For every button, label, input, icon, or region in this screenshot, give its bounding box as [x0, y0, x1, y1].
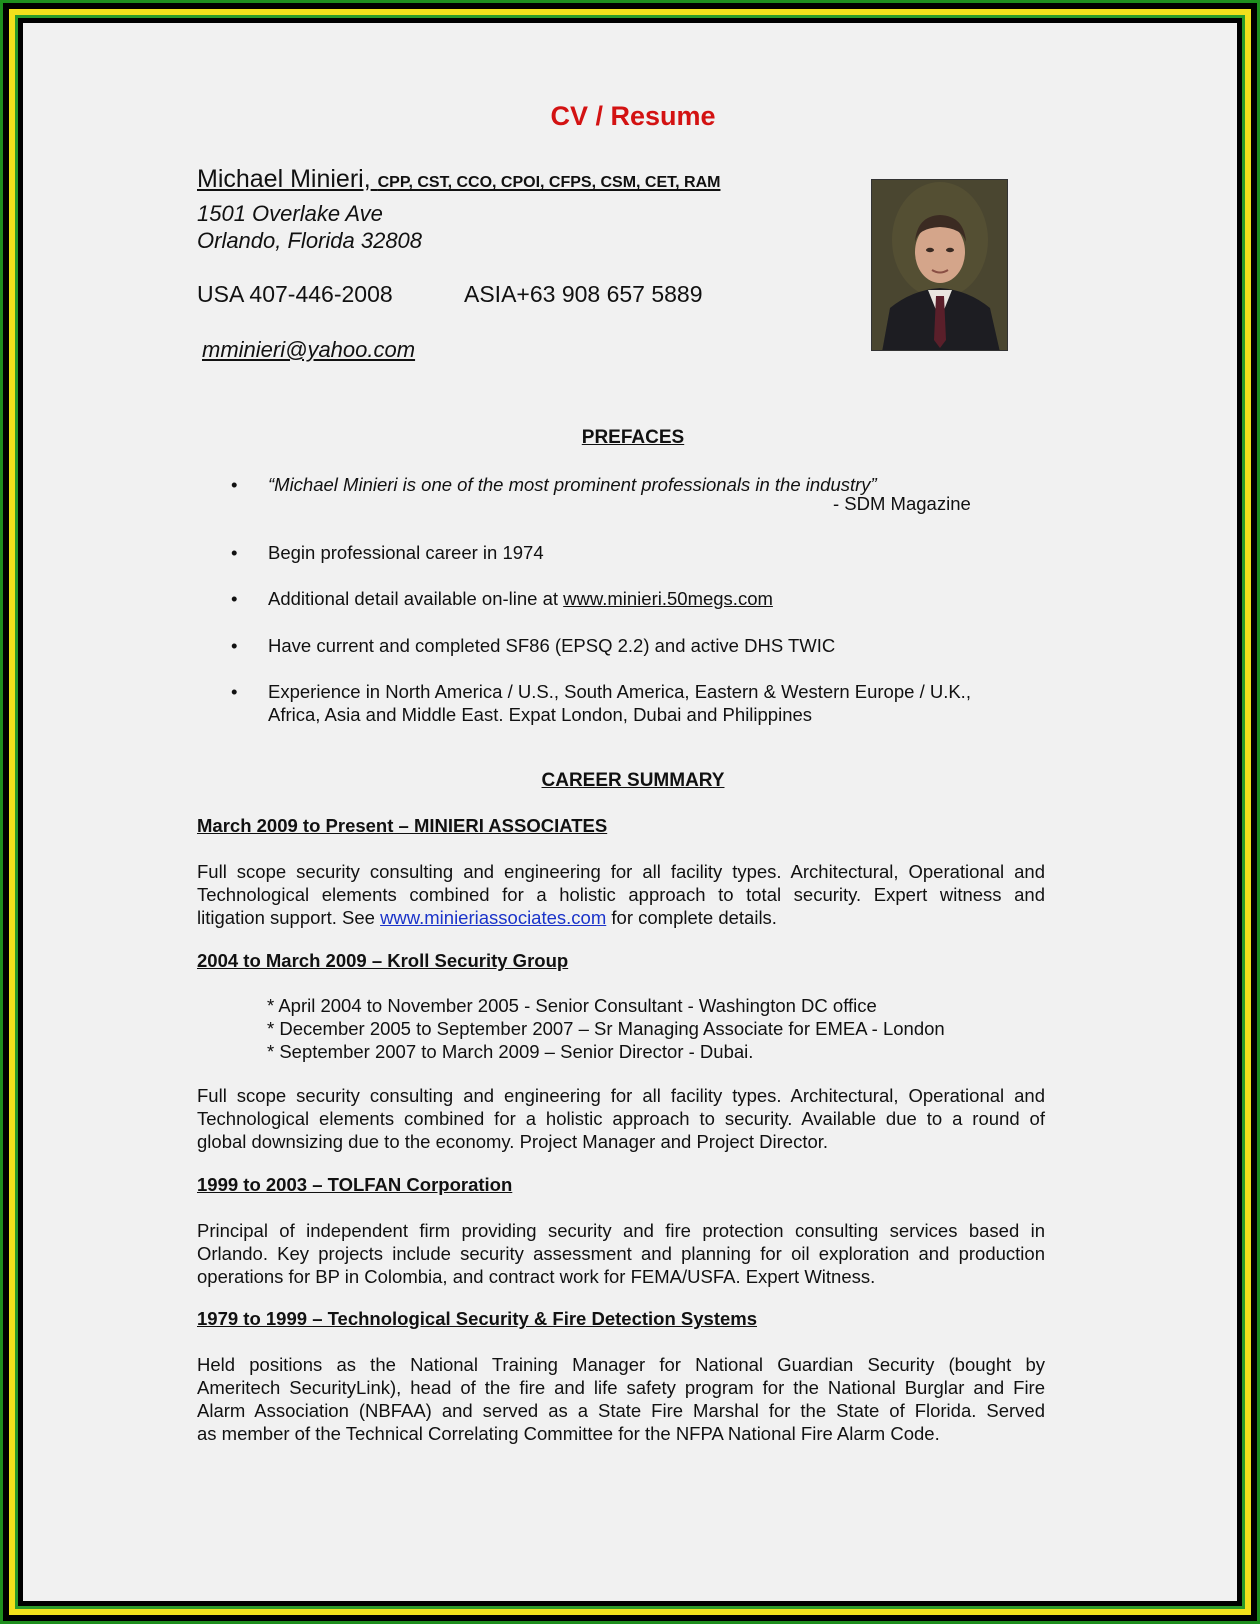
para-text: for complete details.: [606, 907, 777, 928]
phone-usa: USA 407-446-2008: [197, 281, 393, 307]
job-description-tech-security: [197, 1353, 1045, 1445]
para-line: as member of the Technical Correlating Committee for the NFPA National Fire Alarm Code.: [197, 1423, 940, 1444]
role-item: * December 2005 to September 2007 – Sr Managing Associate for EMEA - London: [267, 1018, 945, 1039]
job-title-tolfan: 1999 to 2003 – TOLFAN Corporation: [197, 1174, 513, 1195]
para-line: Principal of independent firm providing security and fire protection consulting services based in: [197, 1220, 1045, 1241]
para-line: Technological elements combined for a holistic approach to security. Available due to a round of: [197, 1108, 1045, 1129]
kroll-roles: [267, 994, 945, 1063]
preface-text: [268, 680, 1038, 726]
experience-line-2: Africa, Asia and Middle East. Expat London, Dubai and Philippines: [268, 704, 813, 725]
job-title-kroll: 2004 to March 2009 – Kroll Security Group: [197, 950, 569, 971]
name-heading: [197, 165, 720, 194]
profile-photo: [871, 179, 1008, 351]
preface-text: Begin professional career in 1974: [268, 542, 544, 563]
para-text: litigation support. See: [197, 907, 381, 928]
preface-text: [268, 587, 1038, 610]
job-description-minieri: [197, 860, 1045, 929]
para-line: Full scope security consulting and engineering for all facility types. Architectural, Operational and: [197, 861, 1045, 882]
para-line: Alarm Association (NBFAA) and served as a State Fire Marshal for the State of Florida. Served: [197, 1400, 1045, 1421]
job-title-tech-security: 1979 to 1999 – Technological Security & Fire Detection Systems: [197, 1308, 758, 1329]
para-line: operations for BP in Colombia, and contract work for FEMA/USFA. Expert Witness.: [197, 1266, 876, 1287]
bullet-icon: •: [231, 588, 238, 609]
document-title: CV / Resume: [550, 101, 716, 131]
preface-quote: “Michael Minieri is one of the most prominent professionals in the industry”: [268, 474, 877, 495]
para-line: Technological elements combined for a holistic approach to total security. Expert witness and: [197, 884, 1045, 905]
experience-line-1: Experience in North America / U.S., South America, Eastern & Western Europe / U.K.,: [268, 681, 971, 702]
job-description-tolfan: [197, 1219, 1045, 1288]
online-prefix: Additional detail available on-line at: [268, 588, 564, 609]
phone-asia: ASIA+63 908 657 5889: [464, 281, 703, 307]
role-item: * April 2004 to November 2005 - Senior Consultant - Washington DC office: [267, 995, 877, 1016]
email-link[interactable]: mminieri@yahoo.com: [202, 337, 416, 362]
preface-text: Have current and completed SF86 (EPSQ 2.2) and active DHS TWIC: [268, 635, 836, 656]
website-link[interactable]: www.minieri.50megs.com: [563, 588, 773, 609]
para-line: global downsizing due to the economy. Project Manager and Project Director.: [197, 1131, 829, 1152]
bullet-icon: •: [231, 542, 238, 563]
prefaces-heading: PREFACES: [581, 427, 685, 448]
address-line-2: Orlando, Florida 32808: [197, 228, 423, 253]
para-line: Full scope security consulting and engineering for all facility types. Architectural, Operational and: [197, 1085, 1045, 1106]
company-website-link[interactable]: www.minieriassociates.com: [380, 907, 607, 928]
resume-page: [23, 23, 1237, 1601]
credentials: CPP, CST, CCO, CPOI, CFPS, CSM, CET, RAM: [377, 174, 721, 191]
para-line: Orlando. Key projects include security assessment and planning for oil exploration and production: [197, 1243, 1045, 1264]
quote-attribution: - SDM Magazine: [833, 493, 971, 514]
address-line-1: 1501 Overlake Ave: [197, 201, 383, 226]
person-name: Michael Minieri,: [197, 165, 371, 193]
career-summary-heading: CAREER SUMMARY: [541, 770, 725, 791]
bullet-icon: •: [231, 635, 238, 656]
para-line: Held positions as the National Training Manager for National Guardian Security (bought by: [197, 1354, 1045, 1375]
job-title-minieri: March 2009 to Present – MINIERI ASSOCIATES: [197, 815, 608, 836]
bullet-icon: •: [231, 681, 238, 702]
para-line: Ameritech SecurityLink), head of the fire and life safety program for the National Burglar and Fire: [197, 1377, 1045, 1398]
para-line: [197, 906, 1045, 929]
bullet-icon: •: [231, 474, 238, 495]
role-item: * September 2007 to March 2009 – Senior Director - Dubai.: [267, 1041, 754, 1062]
portrait-illustration: [872, 180, 1008, 351]
job-description-kroll: [197, 1084, 1045, 1153]
